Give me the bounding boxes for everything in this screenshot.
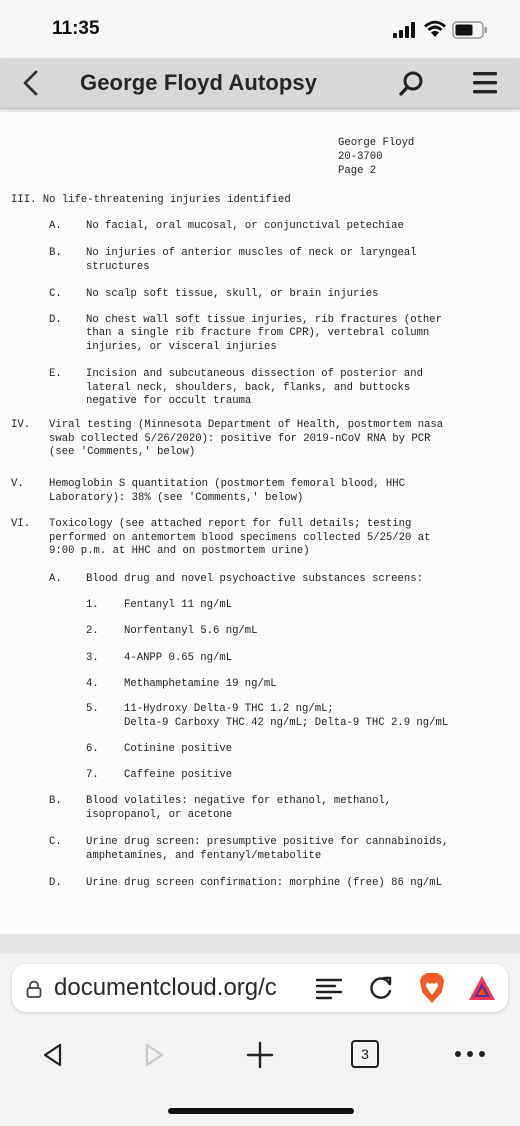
item-text: injuries, or visceral injuries [86,341,277,353]
header-case-number: 20-3700 [338,151,383,163]
section-label: VI. [11,518,31,530]
item-text: Blood drug and novel psychoactive substances screens: [86,573,423,585]
back-chevron-icon[interactable] [16,68,46,98]
document-header [0,58,520,109]
status-time: 11:35 [52,18,100,39]
item-text: No scalp soft tissue, skull, or brain injuries [86,288,379,300]
sub-item-text: Caffeine positive [124,769,233,781]
sub-item-text: Cotinine positive [124,743,233,755]
sub-item-text: Methamphetamine 19 ng/mL [124,678,277,690]
item-text: isopropanol, or acetone [86,809,233,821]
header-name: George Floyd [338,137,415,149]
home-indicator [168,1108,354,1114]
item-text: Urine drug screen confirmation: morphine (free) 86 ng/mL [86,877,443,889]
sub-item-text: 4-ANPP 0.65 ng/mL [124,652,233,664]
sub-item-number: 6. [86,743,99,755]
sub-item-number: 4. [86,678,99,690]
page-divider [0,934,520,954]
address-bar-area [0,954,520,1022]
nav-back-icon[interactable] [40,1042,64,1068]
sub-item-text: Fentanyl 11 ng/mL [124,599,233,611]
item-label: A. [49,573,62,585]
item-label: B. [49,247,62,259]
item-text: lateral neck, shoulders, back, flanks, and buttocks [86,382,411,394]
sub-item-number: 7. [86,769,99,781]
section-text: performed on antemortem blood specimens collected 5/25/20 at [49,532,431,544]
item-text: No facial, oral mucosal, or conjunctival petechiae [86,220,404,232]
section-label: V. [11,478,24,490]
section-text: (see 'Comments,' below) [49,446,196,458]
section-label: IV. [11,419,31,431]
brave-lion-icon[interactable] [418,972,446,1004]
sub-item-text: 11-Hydroxy Delta-9 THC 1.2 ng/mL; [124,703,334,715]
item-text: No injuries of anterior muscles of neck or laryngeal [86,247,417,259]
item-label: E. [49,368,62,380]
sub-item-number: 2. [86,625,99,637]
item-text: amphetamines, and fentanyl/metabolite [86,850,322,862]
page-title: George Floyd Autopsy [80,70,318,95]
section-text: 9:00 p.m. at HHC and on postmortem urine) [49,545,310,557]
section-text: Hemoglobin S quantitation (postmortem femoral blood, HHC [49,478,406,490]
item-text: Blood volatiles: negative for ethanol, methanol, [86,795,392,807]
reload-icon[interactable] [368,975,394,1001]
menu-icon[interactable] [470,68,500,98]
sub-item-number: 1. [86,599,99,611]
reader-icon[interactable] [315,976,343,1002]
search-icon[interactable] [397,69,427,99]
item-label: A. [49,220,62,232]
item-text: Urine drug screen: presumptive positive for cannabinoids, [86,836,449,848]
sub-item-number: 5. [86,703,99,715]
item-text: than a single rib fracture from CPR), vertebral column [86,327,430,339]
address-bar[interactable] [12,964,508,1012]
item-text: negative for occult trauma [86,395,252,407]
nav-forward-icon[interactable] [143,1042,167,1068]
item-text: No chest wall soft tissue injuries, rib fractures (other [86,314,443,326]
header-page: Page 2 [338,165,377,177]
section-text: swab collected 5/26/2020): positive for 2019-nCoV RNA by PCR [49,433,431,445]
item-text: Incision and subcutaneous dissection of posterior and [86,368,423,380]
more-icon[interactable] [452,1044,488,1064]
tab-count: 3 [361,1046,369,1062]
lock-icon [26,980,42,998]
section-text: Toxicology (see attached report for full details; testing [49,518,412,530]
battery-icon [452,21,488,39]
document-page [0,112,520,934]
item-label: B. [49,795,62,807]
item-label: D. [49,314,62,326]
wifi-icon [423,18,447,38]
item-label: C. [49,288,62,300]
item-label: D. [49,877,62,889]
item-label: C. [49,836,62,848]
sub-item-text: Norfentanyl 5.6 ng/mL [124,625,258,637]
sub-item-text: Delta-9 Carboxy THC 42 ng/mL; Delta-9 THC 2.9 ng/mL [124,717,449,729]
tabs-icon[interactable] [351,1040,379,1068]
sub-item-number: 3. [86,652,99,664]
cellular-signal-icon [393,22,417,38]
new-tab-icon[interactable] [246,1041,274,1069]
item-text: structures [86,261,150,273]
bat-icon[interactable] [467,974,497,1002]
browser-toolbar [0,1022,520,1126]
url-text[interactable]: documentcloud.org/c [54,974,277,1001]
section-iii-heading: III. No life-threatening injuries identified [11,194,291,206]
section-text: Viral testing (Minnesota Department of Health, postmortem nasa [49,419,444,431]
section-text: Laboratory): 38% (see 'Comments,' below) [49,492,304,504]
status-bar [0,0,520,58]
